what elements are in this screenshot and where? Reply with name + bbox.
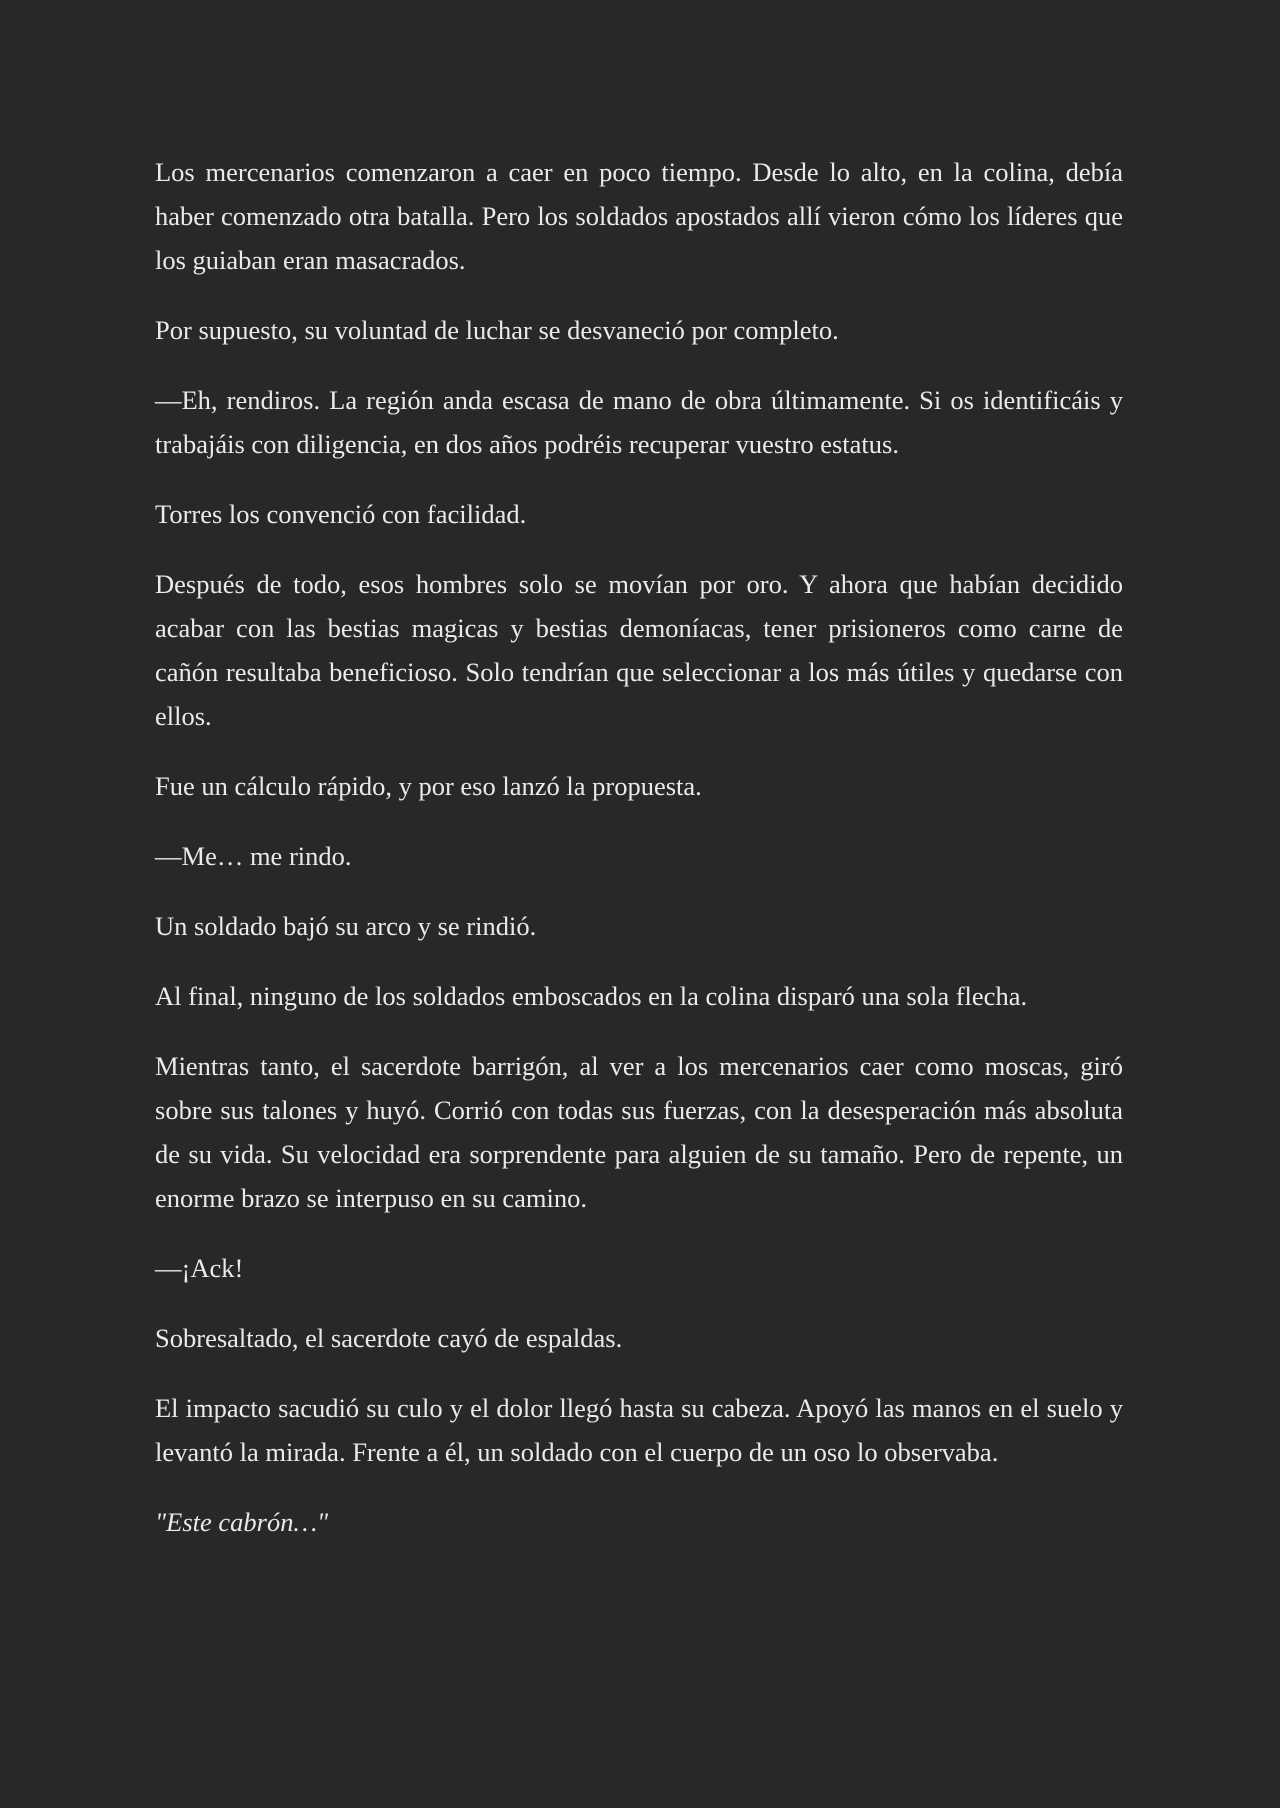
paragraph: Mientras tanto, el sacerdote barrigón, al ver a los mercenarios caer como moscas, giró sobre sus talones y huyó. Corrió con todas sus fuerzas, con la desesperación más absoluta de su vida. Su velocidad era sorprendente para alguien de su tamaño. Pero de repente, un enorme brazo se interpuso en su camino. [155,1051,1123,1213]
paragraph: Torres los convenció con facilidad. [155,499,527,529]
dialogue-paragraph: —Me… me rindo. [155,841,352,871]
paragraph: El impacto sacudió su culo y el dolor llegó hasta su cabeza. Apoyó las manos en el suelo y levantó la mirada. Frente a él, un soldado con el cuerpo de un oso lo observaba. [155,1393,1123,1467]
thought-paragraph: "Este cabrón…" [155,1507,329,1537]
dialogue-paragraph: —¡Ack! [155,1253,244,1283]
paragraph: Al final, ninguno de los soldados emboscados en la colina disparó una sola flecha. [155,981,1028,1011]
paragraph: Sobresaltado, el sacerdote cayó de espaldas. [155,1323,623,1353]
paragraph: Después de todo, esos hombres solo se movían por oro. Y ahora que habían decidido acabar con las bestias magicas y bestias demoníacas, tener prisioneros como carne de cañón resultaba beneficioso. Solo tendrían que seleccionar a los más útiles y quedarse con ellos. [155,569,1123,731]
dialogue-paragraph: —Eh, rendiros. La región anda escasa de mano de obra últimamente. Si os identificáis y trabajáis con diligencia, en dos años podréis recuperar vuestro estatus. [155,385,1123,459]
paragraph: Por supuesto, su voluntad de luchar se desvaneció por completo. [155,315,839,345]
paragraph: Fue un cálculo rápido, y por eso lanzó la propuesta. [155,771,702,801]
document-page [155,150,1123,1570]
paragraph: Los mercenarios comenzaron a caer en poco tiempo. Desde lo alto, en la colina, debía haber comenzado otra batalla. Pero los soldados apostados allí vieron cómo los líderes que los guiaban eran masacrados. [155,157,1123,275]
paragraph: Un soldado bajó su arco y se rindió. [155,911,537,941]
